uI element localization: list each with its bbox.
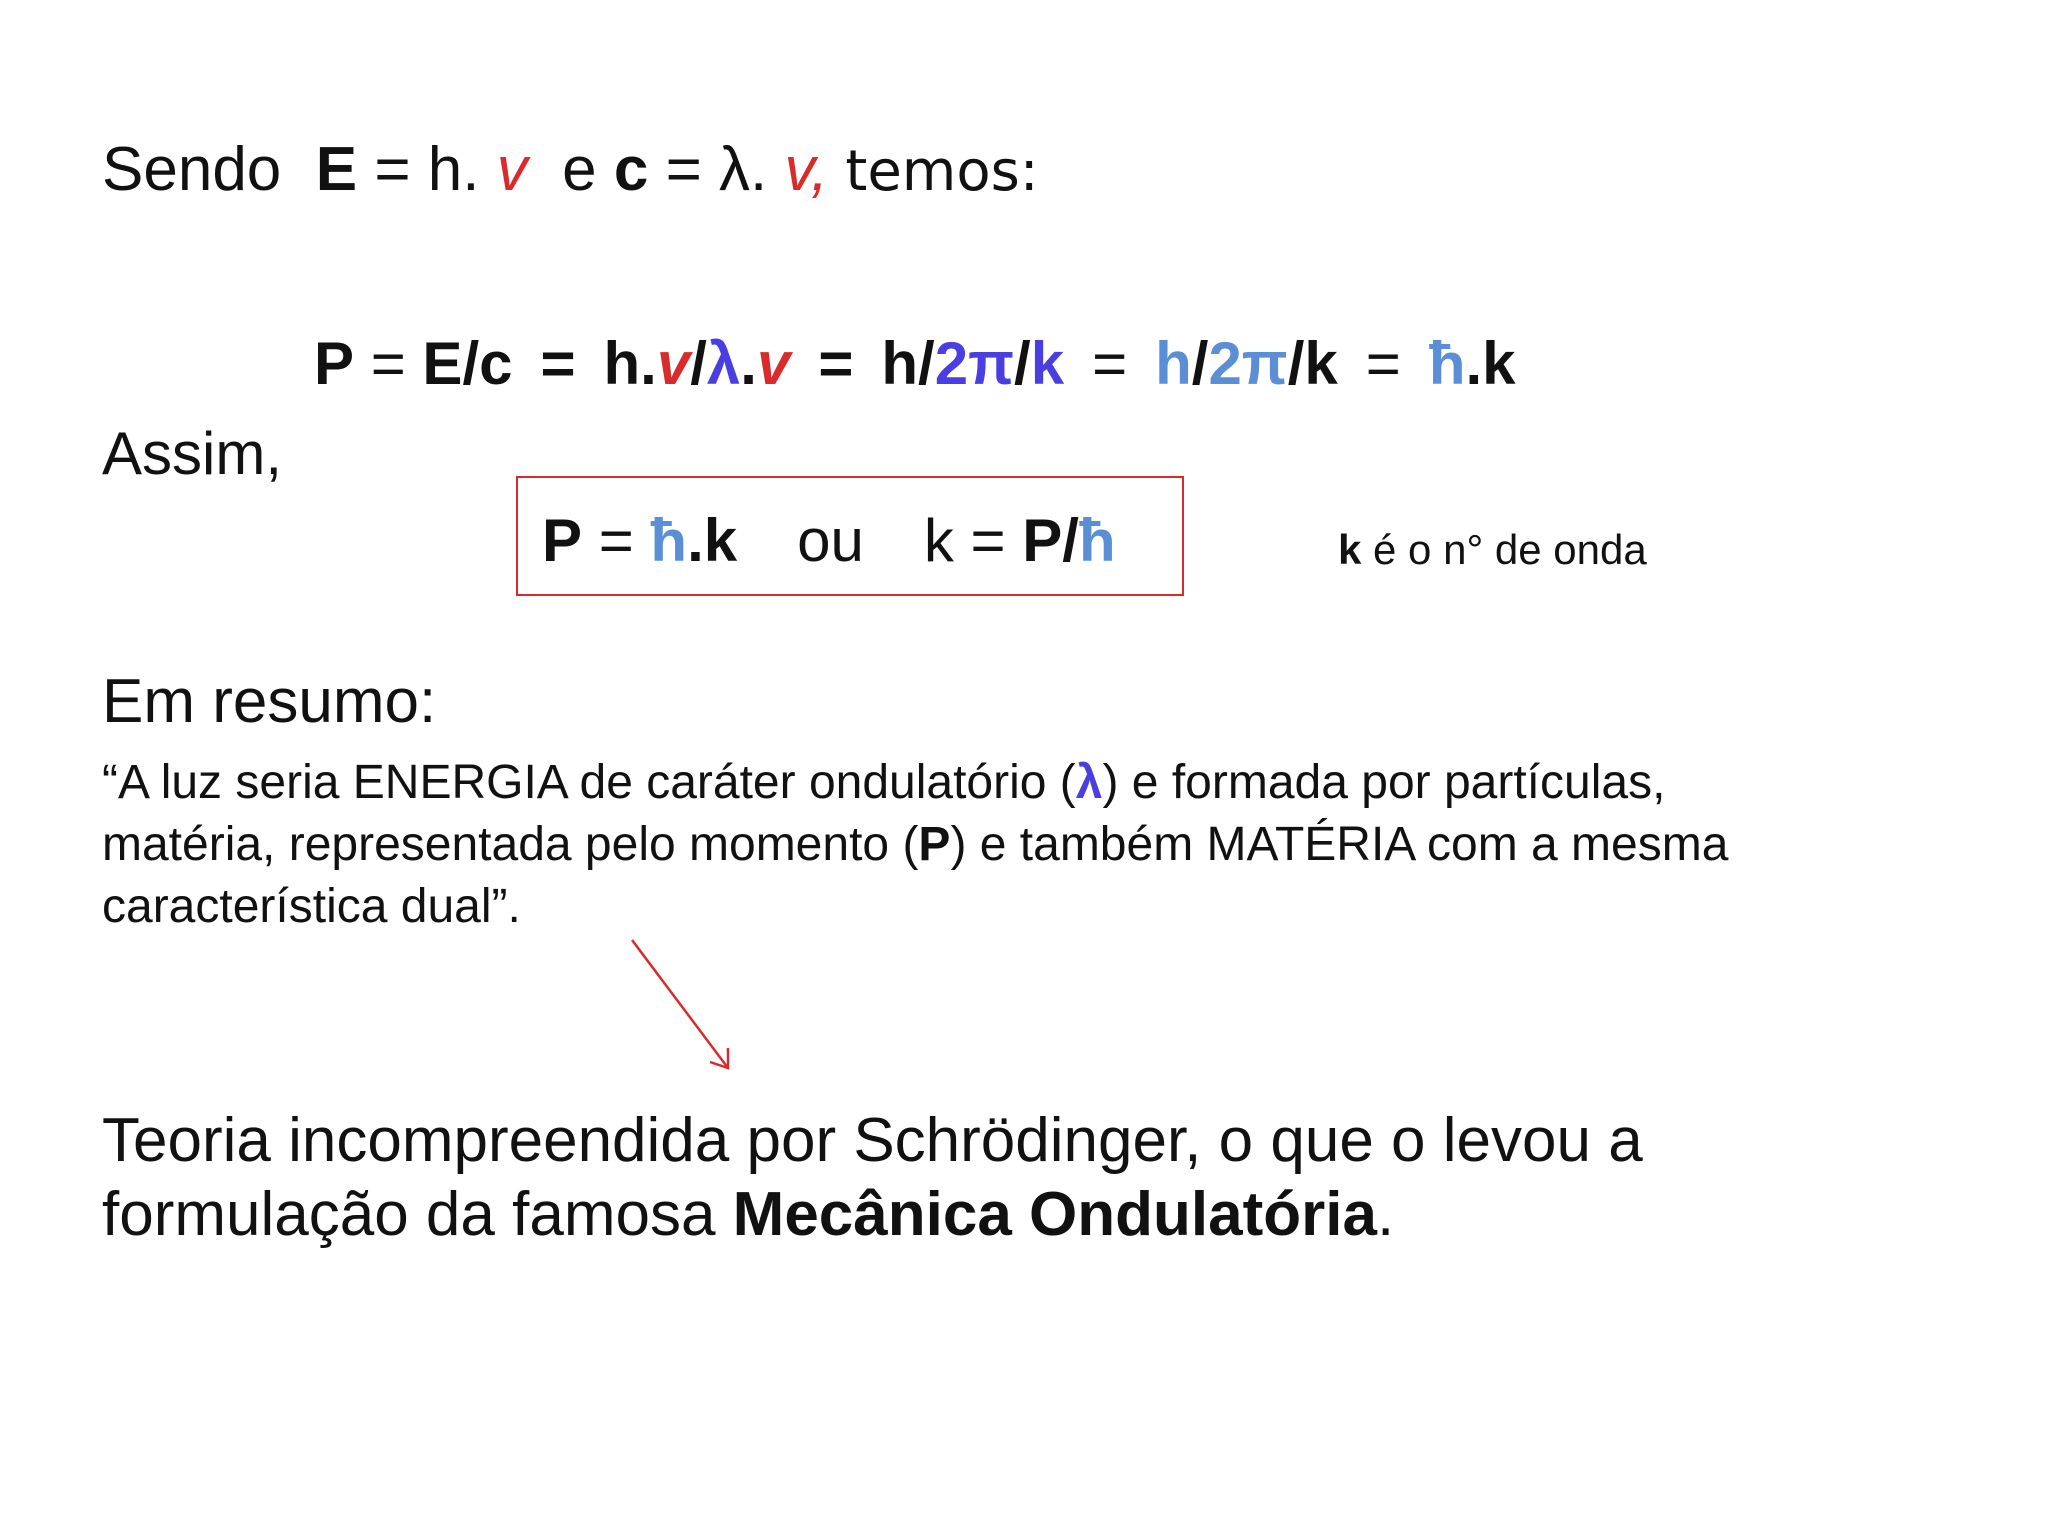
eq-dot-k: .k — [1465, 330, 1516, 397]
momentum-derivation — [314, 324, 1516, 404]
eq-dot1: . — [740, 330, 757, 397]
eq-k2: k — [1304, 330, 1338, 397]
eq-slash4: / — [1191, 330, 1209, 397]
quote-P: P — [918, 818, 951, 871]
intro-sendo: Sendo — [102, 135, 282, 204]
conclusion-bold: Mecânica Ondulatória — [732, 1180, 1377, 1249]
eq-2pi-1: 2π — [934, 330, 1015, 397]
arrow-icon — [620, 930, 740, 1080]
conclusion-line-2 — [102, 1178, 1643, 1252]
eq-sign2: = — [818, 330, 854, 397]
summary-quote — [102, 752, 1952, 938]
intro-eq2: = λ. — [665, 135, 768, 204]
intro-nu1: v — [496, 135, 528, 204]
assim-label: Assim, — [102, 420, 282, 487]
quote-lambda: λ — [1075, 756, 1103, 809]
box-P: P — [542, 507, 583, 574]
eq-slash5: / — [1287, 330, 1305, 397]
eq-sign3: = — [1092, 330, 1128, 397]
quote-line-2 — [102, 814, 1952, 876]
box-hbar1: ħ — [650, 507, 688, 574]
conclusion-l2-a: formulação da famosa — [102, 1180, 716, 1249]
wave-number-note — [1338, 524, 1647, 576]
eq-h3: h — [1155, 330, 1192, 397]
eq-k1: k — [1030, 330, 1065, 397]
quote-line-1 — [102, 752, 1952, 814]
eq-hbar: ħ — [1428, 330, 1466, 397]
quote-line-3: característica dual”. — [102, 880, 521, 933]
quote-l2-b: ) e também MATÉRIA com a mesma — [950, 818, 1729, 871]
quote-l2-a: matéria, representada pelo momento ( — [102, 818, 919, 871]
conclusion-end: . — [1376, 1180, 1395, 1249]
boxed-equations — [542, 504, 1116, 578]
eq-slash3: / — [1014, 330, 1031, 397]
intro-eq1: = h. — [374, 135, 480, 204]
eq-sign-a: = — [370, 330, 406, 397]
quote-l1-b: ) e formada por partículas, — [1102, 756, 1666, 809]
eq-h1: h. — [603, 330, 657, 397]
eq-P: P — [314, 330, 355, 397]
intro-nu2: v, — [784, 135, 829, 204]
eq-E-over-c: E/c — [422, 330, 513, 397]
intro-temos: temos: — [845, 139, 1039, 204]
summary-heading: Em resumo: — [102, 667, 437, 736]
eq-sign1: = — [540, 330, 576, 397]
intro-e: e — [562, 135, 597, 204]
eq-sign4: = — [1365, 330, 1401, 397]
eq-slash2: / — [918, 330, 935, 397]
intro-c: c — [613, 135, 649, 204]
k-note-text: é o n° de onda — [1373, 526, 1647, 573]
eq-nu2: v — [756, 330, 791, 397]
eq-h2: h — [881, 330, 919, 397]
box-eq: = — [598, 507, 634, 574]
box-ou: ou — [797, 507, 864, 574]
eq-2pi-2: 2π — [1208, 330, 1288, 397]
eq-lambda: λ — [706, 330, 741, 397]
eq-nu1: v — [656, 330, 691, 397]
box-P-slash: P/ — [1022, 507, 1079, 574]
box-k-eq: k = — [923, 507, 1006, 574]
intro-line — [102, 130, 1039, 212]
conclusion-text — [102, 1104, 1643, 1252]
box-dot-k: .k — [687, 507, 738, 574]
eq-slash1: / — [690, 330, 707, 397]
intro-E: E — [315, 135, 358, 204]
quote-l1-a: “A luz seria ENERGIA de caráter ondulatório ( — [102, 756, 1076, 809]
conclusion-line-1: Teoria incompreendida por Schrödinger, o que o levou a — [102, 1106, 1643, 1175]
box-hbar2: ħ — [1078, 507, 1116, 574]
k-note-k: k — [1338, 526, 1362, 573]
